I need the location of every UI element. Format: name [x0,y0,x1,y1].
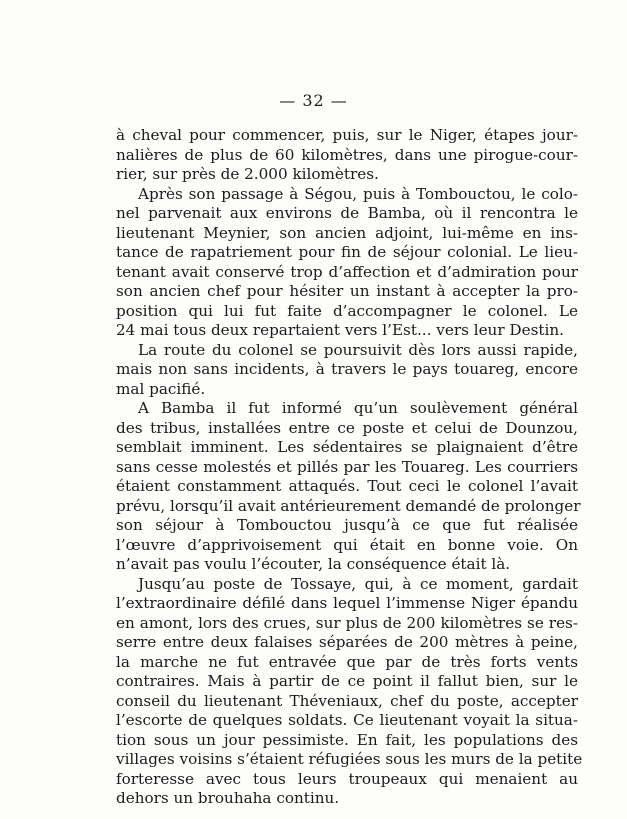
text-line: des tribus, installées entre ce poste et celui de Dounzou, [116,418,578,437]
text-line: forteresse avec tous leurs troupeaux qui menaient au [116,769,578,788]
body-text [116,126,583,809]
text-line: mais non sans incidents, à travers le pays touareg, encore [116,360,578,378]
text-line: contraires. Mais à partir de ce point il fallut bien, sur le [116,672,578,690]
text-line: dehors un brouhaha continu. [116,789,340,807]
text-line: étaient constamment attaqués. Tout ceci le colonel l’avait [116,477,578,495]
text-line: serre entre deux falaises séparées de 200 mètres à peine, [116,633,578,651]
text-line: mal pacifié. [116,379,206,398]
paragraph-first-line: A Bamba il fut informé qu’un soulèvement général [138,399,578,417]
text-line: semblait imminent. Les sédentaires se plaignaient d’être [116,438,578,456]
text-line: prévu, lorsqu’il avait antérieurement demandé de prolonger [116,496,581,515]
text-line: l’extraordinaire défilé dans lequel l’immense Niger épandu [116,594,578,612]
page-number: — 32 — [279,91,348,110]
text-line: n’avait pas voulu l’écouter, la conséquence était là. [116,555,511,573]
text-line: son séjour à Tombouctou jusqu’à ce que fut réalisée [116,516,578,534]
paragraph-first-line: La route du colonel se poursuivit dès lors aussi rapide, [138,340,578,359]
text-line: en amont, lors des crues, sur plus de 200 kilomètres se res- [116,613,578,632]
text-line: tenant avait conservé trop d’affection et d’admiration pour [116,262,578,281]
text-line: conseil du lieutenant Théveniaux, chef du poste, accepter [116,691,578,710]
text-line: la marche ne fut entravée que par de très forts vents [116,652,578,671]
text-line: position qui lui fut faite d’accompagner le colonel. Le [116,301,578,320]
text-line: tion sous un jour pessimiste. En fait, les populations des [116,730,578,749]
paragraph-first-line: Jusqu’au poste de Tossaye, qui, à ce moment, gardait [138,574,578,593]
text-line: à cheval pour commencer, puis, sur le Niger, étapes jour- [116,126,578,144]
text-line: l’escorte de quelques soldats. Ce lieutenant voyait la situa- [116,711,578,729]
paragraph-first-line: Après son passage à Ségou, puis à Tombouctou, le colo- [138,184,578,203]
text-line: nalières de plus de 60 kilomètres, dans une pirogue-cour- [116,145,578,164]
text-line: rier, sur près de 2.000 kilomètres. [116,165,379,183]
text-line: son ancien chef pour hésiter un instant à accepter la pro- [116,282,578,300]
text-line: lieutenant Meynier, son ancien adjoint, lui-même en ins- [116,223,578,242]
text-line: l’œuvre d’apprivoisement qui était en bonne voie. On [116,535,578,554]
text-line: tance de rapatriement pour fin de séjour colonial. Le lieu- [116,243,578,261]
text-line: nel parvenait aux environs de Bamba, où il rencontra le [116,204,578,222]
text-line: sans cesse molestés et pillés par les Touareg. Les courriers [116,457,578,476]
text-line: villages voisins s’étaient réfugiées sous les murs de la petite [116,750,583,768]
text-line: 24 mai tous deux repartaient vers l’Est... vers leur Destin. [116,321,564,339]
